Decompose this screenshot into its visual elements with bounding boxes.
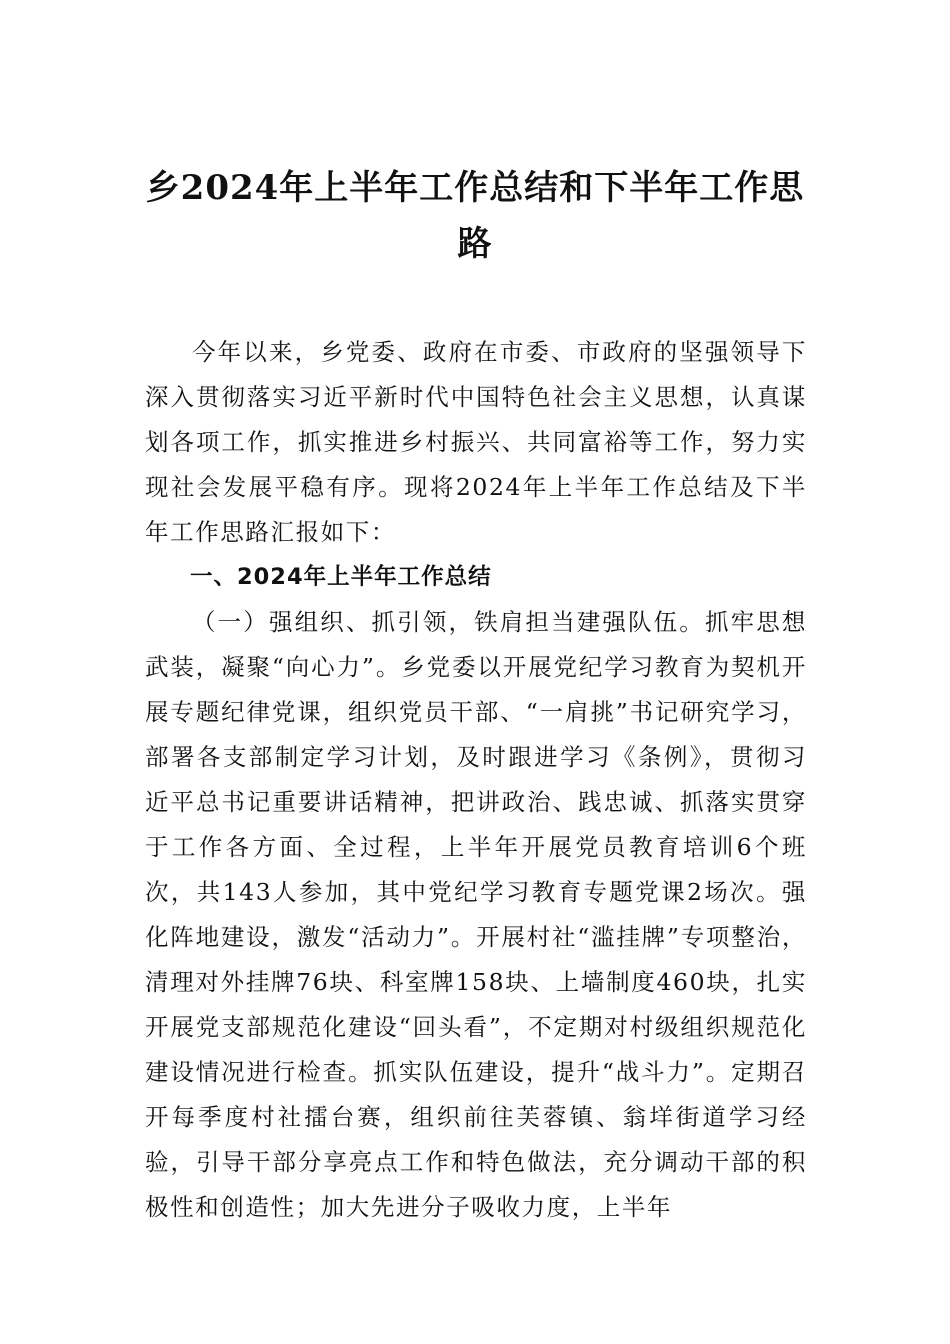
document-body [145, 330, 807, 1230]
document-title: 乡2024年上半年工作总结和下半年工作思路 [145, 168, 805, 264]
section-paragraph: （一）强组织、抓引领，铁肩担当建强队伍。抓牢思想武装，凝聚“向心力”。乡党委以开展党纪学习教育为契机开展专题纪律党课，组织党员干部、“一肩挑”书记研究学习，部署各支部制定学习计划，及时跟进学习《条例》，贯彻习近平总书记重要讲话精神，把讲政治、践忠诚、抓落实贯穿于工作各方面、全过程，上半年开展党员教育培训6个班次，共143人参加，其中党纪学习教育专题党课2场次。强化阵地建设，激发“活动力”。开展村社“滥挂牌”专项整治，清理对外挂牌76块、科室牌158块、上墙制度460块，扎实开展党支部规范化建设“回头看”，不定期对村级组织规范化建设情况进行检查。抓实队伍建设，提升“战斗力”。定期召开每季度村社擂台赛，组织前往芙蓉镇、翁垟街道学习经验，引导干部分享亮点工作和特色做法，充分调动干部的积极性和创造性；加大先进分子吸收力度，上半年 [145, 608, 807, 1221]
section-heading: 一、2024年上半年工作总结 [190, 564, 492, 590]
intro-paragraph: 今年以来，乡党委、政府在市委、市政府的坚强领导下深入贯彻落实习近平新时代中国特色社会主义思想，认真谋划各项工作，抓实推进乡村振兴、共同富裕等工作，努力实现社会发展平稳有序。现将2024年上半年工作总结及下半年工作思路汇报如下： [145, 338, 807, 546]
